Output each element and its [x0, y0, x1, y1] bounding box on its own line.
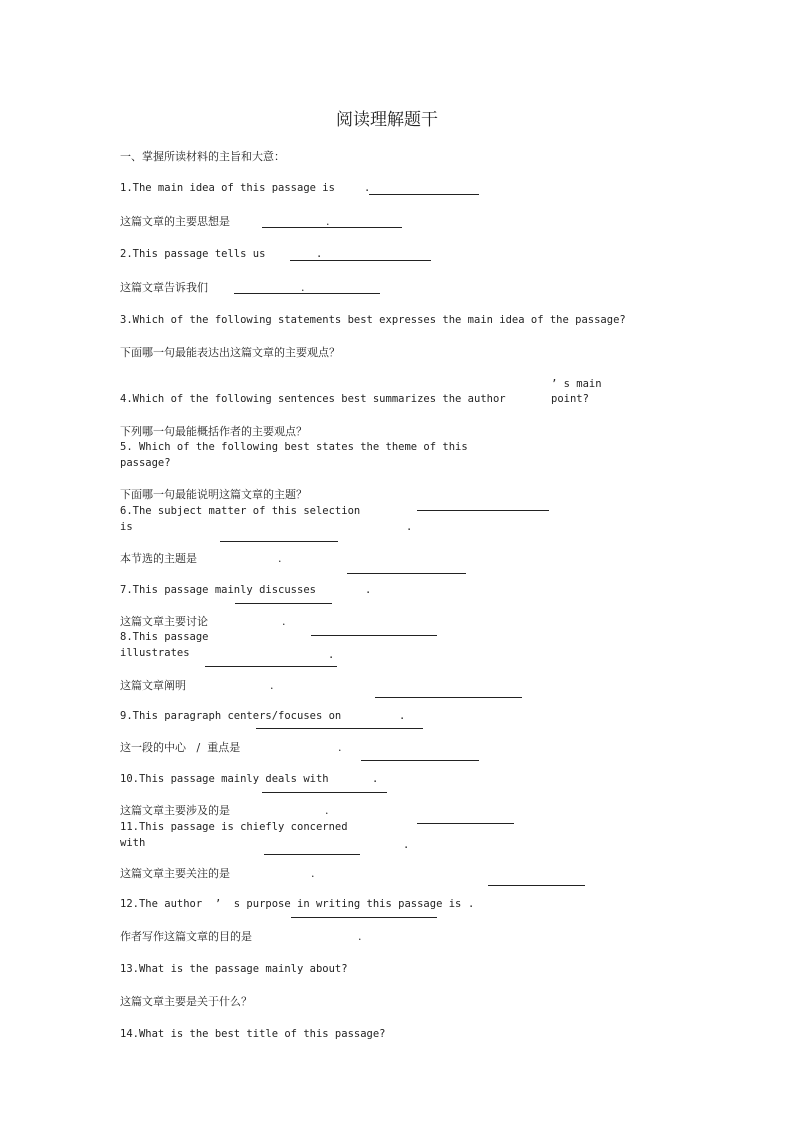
question-2-zh-period: .: [301, 281, 305, 294]
question-7-zh: 这篇文章主要讨论: [120, 615, 208, 628]
answer-blank-line: [264, 854, 360, 855]
answer-blank-line: [290, 260, 431, 261]
question-11-en-period: .: [403, 839, 410, 851]
answer-blank-line: [488, 885, 585, 886]
question-12-zh: 作者写作这篇文章的目的是: [120, 930, 252, 943]
question-6-zh-period: .: [278, 552, 282, 565]
question-11-en-line2: with: [120, 837, 146, 849]
question-10-en-period: .: [372, 773, 379, 785]
answer-blank-line: [291, 917, 437, 918]
question-4-en: 4.Which of the following sentences best summarizes the author: [120, 393, 506, 405]
question-12-en-period: .: [468, 898, 475, 910]
question-2-en: 2.This passage tells us: [120, 248, 266, 260]
question-8-en-line2: illustrates: [120, 647, 190, 659]
question-7-en: 7.This passage mainly discusses: [120, 584, 316, 596]
question-6-en-period: .: [406, 521, 413, 533]
question-1-en: 1.The main idea of this passage is: [120, 182, 335, 194]
answer-blank-line: [347, 573, 466, 574]
answer-blank-line: [262, 227, 402, 228]
question-11-zh: 这篇文章主要关注的是: [120, 867, 230, 880]
question-11-en-line1: 11.This passage is chiefly concerned: [120, 821, 348, 833]
question-5-en-line1: 5. Which of the following best states the theme of this: [120, 441, 468, 453]
question-8-zh-period: .: [270, 679, 274, 692]
question-5-zh: 下面哪一句最能说明这篇文章的主题？: [120, 488, 307, 501]
question-4-point: point?: [551, 393, 589, 405]
question-3-zh: 下面哪一句最能表达出这篇文章的主要观点？: [120, 346, 340, 359]
question-9-en-period: .: [399, 710, 406, 722]
section-heading: 一、掌握所读材料的主旨和大意：: [120, 150, 285, 163]
question-10-zh-period: .: [325, 804, 329, 817]
question-12-en: 12.The author ’ s purpose in writing this passage is: [120, 898, 462, 910]
page-title: 阅读理解题干: [336, 110, 438, 130]
question-13-zh: 这篇文章主要是关于什么？: [120, 995, 252, 1008]
question-13-en: 13.What is the passage mainly about?: [120, 963, 348, 975]
answer-blank-line: [361, 760, 479, 761]
question-1-zh: 这篇文章的主要思想是: [120, 215, 230, 228]
question-6-zh: 本节选的主题是: [120, 552, 197, 565]
question-9-zh: 这一段的中心 / 重点是: [120, 741, 241, 754]
answer-blank-line: [262, 792, 387, 793]
question-1-zh-period: .: [326, 215, 330, 228]
answer-blank-line: [234, 293, 380, 294]
question-6-en-line2: is: [120, 521, 133, 533]
question-4-apostrophe: ’ s main: [551, 378, 602, 390]
question-8-en-period: .: [328, 649, 335, 661]
answer-blank-line: [375, 697, 522, 698]
question-2-zh: 这篇文章告诉我们: [120, 281, 208, 294]
question-1-en-period: .: [364, 182, 371, 194]
answer-blank-line: [369, 194, 479, 195]
question-4-zh: 下列哪一句最能概括作者的主要观点？: [120, 425, 307, 438]
question-9-zh-period: .: [338, 741, 342, 754]
answer-blank-line: [205, 666, 337, 667]
answer-blank-line: [311, 635, 437, 636]
answer-blank-line: [417, 823, 514, 824]
answer-blank-line: [417, 510, 549, 511]
question-10-zh: 这篇文章主要涉及的是: [120, 804, 230, 817]
question-11-zh-period: .: [311, 867, 315, 880]
question-6-en-line1: 6.The subject matter of this selection: [120, 505, 361, 517]
question-3-en: 3.Which of the following statements best expresses the main idea of the passage?: [120, 314, 626, 326]
question-14-en: 14.What is the best title of this passage?: [120, 1028, 386, 1040]
question-7-en-period: .: [365, 584, 372, 596]
question-12-zh-period: .: [358, 930, 362, 943]
question-10-en: 10.This passage mainly deals with: [120, 773, 329, 785]
question-7-zh-period: .: [282, 615, 286, 628]
question-9-en: 9.This paragraph centers/focuses on: [120, 710, 342, 722]
answer-blank-line: [256, 728, 423, 729]
answer-blank-line: [235, 603, 332, 604]
answer-blank-line: [220, 541, 338, 542]
question-2-en-period: .: [316, 248, 323, 260]
question-8-zh: 这篇文章阐明: [120, 679, 186, 692]
question-5-en-line2: passage?: [120, 457, 171, 469]
question-8-en-line1: 8.This passage: [120, 631, 209, 643]
